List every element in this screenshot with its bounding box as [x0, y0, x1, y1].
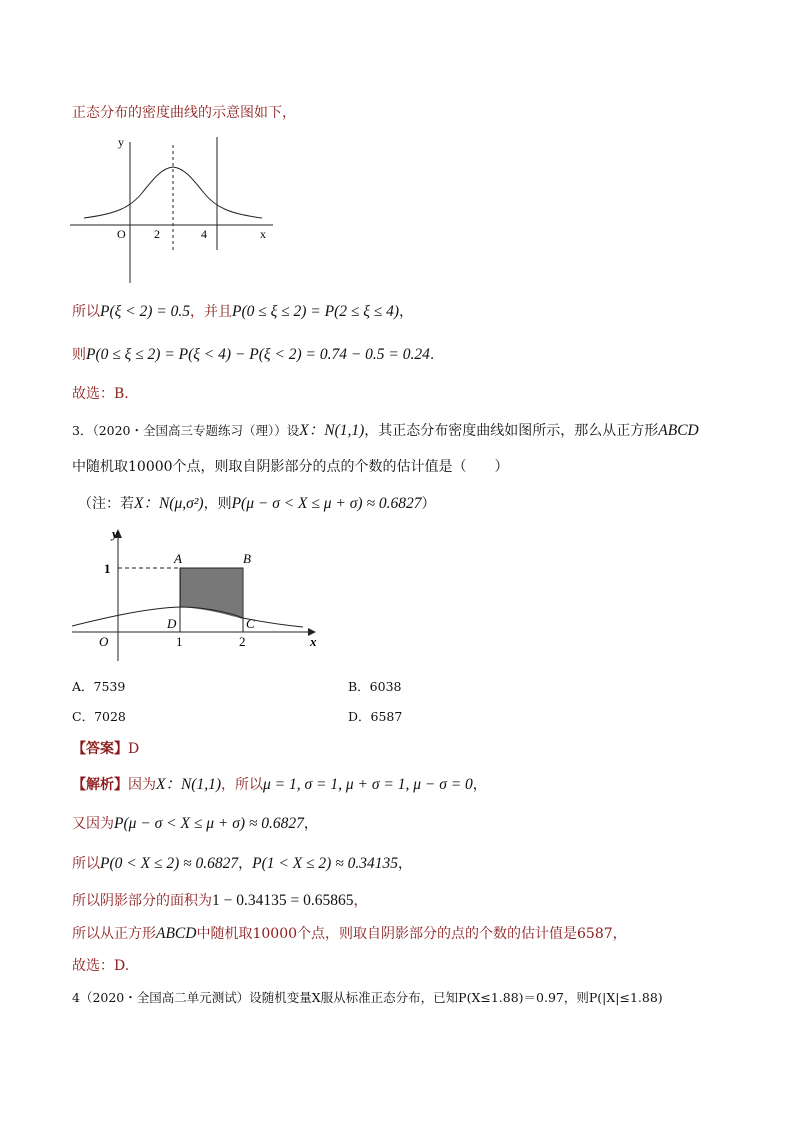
- answer-value: D: [128, 741, 140, 757]
- text-suffix: ，: [399, 304, 414, 320]
- q3-math-2: ABCD: [658, 422, 699, 439]
- normal-curve-figure-1: [70, 130, 285, 285]
- equation-2: P(0 ≤ ξ ≤ 2) = P(2 ≤ ξ ≤ 4): [231, 303, 400, 320]
- note-text-b: ，则: [203, 496, 232, 512]
- point-c-label: C: [246, 616, 255, 631]
- text: 因为: [128, 777, 156, 793]
- normal-curve-figure-2: [68, 525, 328, 665]
- text: 所以阴影部分的面积为: [72, 893, 212, 909]
- shaded-region: [180, 568, 243, 619]
- x-label: x: [260, 227, 266, 241]
- math: μ = 1, σ = 1, μ + σ = 1, μ − σ = 0: [263, 776, 473, 793]
- q3-line-2: 中随机取10000个点，则取自阴影部分的点的个数的估计值是（ ）: [72, 459, 509, 475]
- tick-2: 2: [154, 227, 160, 241]
- answer-label: 【答案】: [72, 741, 128, 757]
- note-text-a: （注：若: [78, 496, 134, 512]
- math: P(1 < X ≤ 2) ≈ 0.34135: [252, 855, 398, 872]
- analysis-line-4: [72, 890, 367, 910]
- note-math: X：N(μ,σ²): [134, 495, 204, 512]
- text-suffix: .: [429, 347, 435, 363]
- x-tick-2: 2: [239, 634, 246, 649]
- note-math-2: P(μ − σ < X ≤ μ + σ) ≈ 0.6827: [231, 495, 422, 512]
- derivation-line-1: [72, 301, 413, 321]
- y-label: y: [112, 526, 118, 541]
- math: 1 − 0.34135 = 0.65865: [212, 892, 354, 909]
- math: X：N(1,1): [156, 776, 222, 793]
- analysis-line-2: [72, 813, 318, 833]
- text: ，所以: [221, 777, 264, 793]
- analysis-line-5: [72, 923, 627, 943]
- point-a-label: A: [174, 551, 182, 566]
- origin-label: O: [117, 227, 126, 241]
- x-label: x: [310, 634, 317, 649]
- math: P(μ − σ < X ≤ μ + σ) ≈ 0.6827: [114, 815, 304, 832]
- math: P(0 < X ≤ 2) ≈ 0.6827: [100, 855, 239, 872]
- text: ，: [397, 856, 412, 872]
- math: ABCD: [156, 925, 197, 942]
- answer-line: [72, 738, 139, 758]
- answer-prev: 故选：B.: [72, 386, 129, 402]
- x-tick-1: 1: [176, 634, 183, 649]
- option-d: D．6587: [348, 709, 403, 724]
- text-mid: ，并且: [189, 304, 232, 320]
- density-curve: [72, 607, 303, 627]
- text: 所以: [72, 856, 100, 872]
- origin-label: O: [99, 634, 109, 649]
- option-c: C．7028: [72, 709, 126, 724]
- q3-math-1: X：N(1,1): [299, 422, 365, 439]
- analysis-line-1: [72, 772, 487, 794]
- text-prefix: 则: [72, 347, 86, 363]
- derivation-line-2: [72, 344, 434, 364]
- point-b-label: B: [243, 551, 251, 566]
- y-tick-1: 1: [104, 561, 111, 576]
- text-prefix: 所以: [72, 304, 100, 320]
- text: ，: [303, 816, 318, 832]
- q4-text: 4（2020・全国高二单元测试）设随机变量X服从标准正态分布，已知P(X≤1.88)＝0.97，则P(|X|≤1.88): [72, 990, 663, 1005]
- q3-text-b: ，其正态分布密度曲线如图所示，那么从正方形: [364, 423, 659, 439]
- analysis-label: 【解析】: [72, 777, 128, 793]
- text: 又因为: [72, 816, 114, 832]
- text: ，: [238, 856, 253, 872]
- q3-text-a: 3．（2020・全国高三专题练习（理））设: [72, 423, 300, 438]
- text: 所以从正方形: [72, 926, 156, 942]
- equation-1: P(ξ < 2) = 0.5: [100, 303, 190, 320]
- q3-note: [78, 491, 435, 513]
- text: 中随机取10000个点，则取自阴影部分的点的个数的估计值是6587，: [196, 926, 627, 942]
- text: ，: [353, 893, 368, 909]
- intro-text: 正态分布的密度曲线的示意图如下，: [72, 105, 296, 121]
- answer-q3: 故选：D.: [72, 958, 130, 974]
- point-d-label: D: [167, 616, 177, 631]
- note-text-c: ）: [421, 496, 436, 512]
- option-a: A．7539: [72, 679, 126, 694]
- text: ，: [472, 777, 487, 793]
- y-label: y: [118, 135, 124, 149]
- analysis-line-3: [72, 853, 412, 873]
- equation: P(0 ≤ ξ ≤ 2) = P(ξ < 4) − P(ξ < 2) = 0.74 − 0.5 = 0.24: [86, 346, 430, 363]
- option-b: B．6038: [348, 679, 402, 694]
- density-curve: [84, 167, 262, 218]
- tick-4: 4: [201, 227, 207, 241]
- q3-line-1: [72, 418, 699, 440]
